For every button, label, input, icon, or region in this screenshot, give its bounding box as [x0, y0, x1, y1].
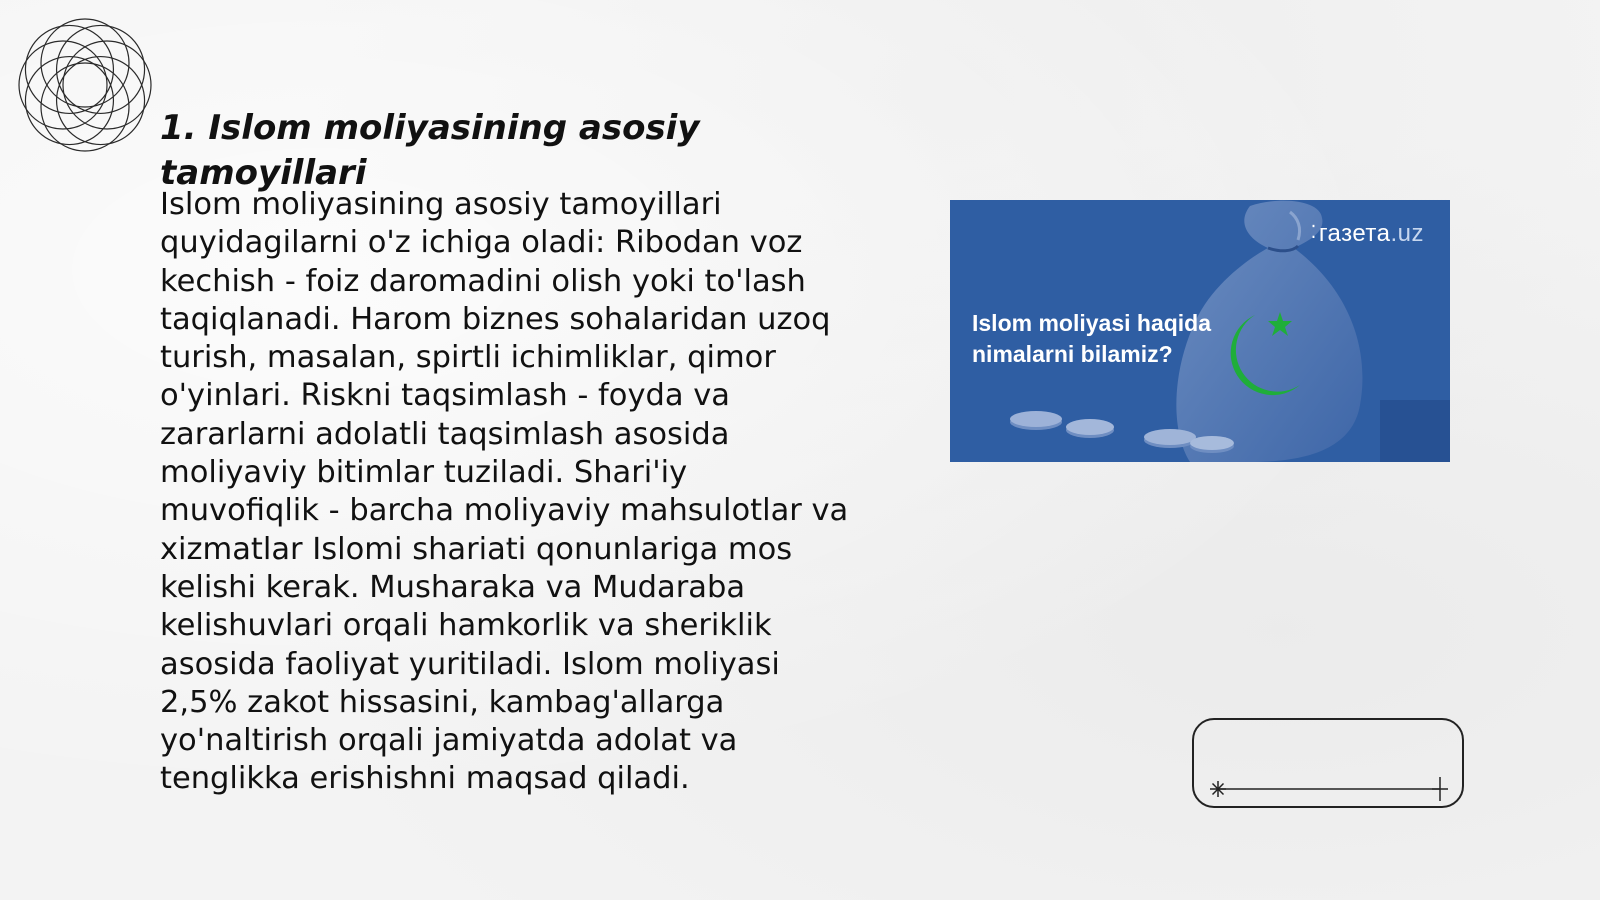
brand-tld: .uz [1390, 220, 1424, 247]
news-image [950, 200, 1450, 462]
brand-logo [1311, 220, 1424, 248]
image-caption: Islom moliyasi haqida nimalarni bilamiz? [972, 310, 1212, 367]
brand-name: газета [1318, 220, 1391, 247]
sparkle-icon [1210, 781, 1226, 797]
slide-title: 1. Islom moliyasining asosiy tamoyillari [160, 108, 700, 193]
brand-dots-icon: ⁚ [1310, 222, 1317, 242]
cross-star-icon [1432, 777, 1448, 801]
decorative-timeline-box [1192, 718, 1464, 808]
circle-ornament-icon [12, 12, 158, 158]
slide-body-text: Islom moliyasining asosiy tamoyillari quyidagilarni o'z ichiga oladi: Ribodan voz kechish - foiz daromadini olish yoki to'lash taqiqlanadi. Harom biznes sohalaridan uzoq turish, masalan, spirtli ichimliklar, qimor o'yinlari. Riskni taqsimlash - foyda va zararlarni adolatli taqsimlash asosida moliyaviy bitimlar tuziladi. Shari'iy muvofiqlik - barcha moliyaviy mahsulotlar va xizmatlar Islomi shariati qonunlariga mos kelishi kerak. Musharaka va Mudaraba kelishuvlari orqali hamkorlik va sheriklik asosida faoliyat yuritiladi. Islom moliyasi 2,5% zakot hissasini, kambag'allarga yo'naltirish orqali jamiyatda adolat va tenglikka erishishni maqsad qiladi. [160, 187, 849, 797]
